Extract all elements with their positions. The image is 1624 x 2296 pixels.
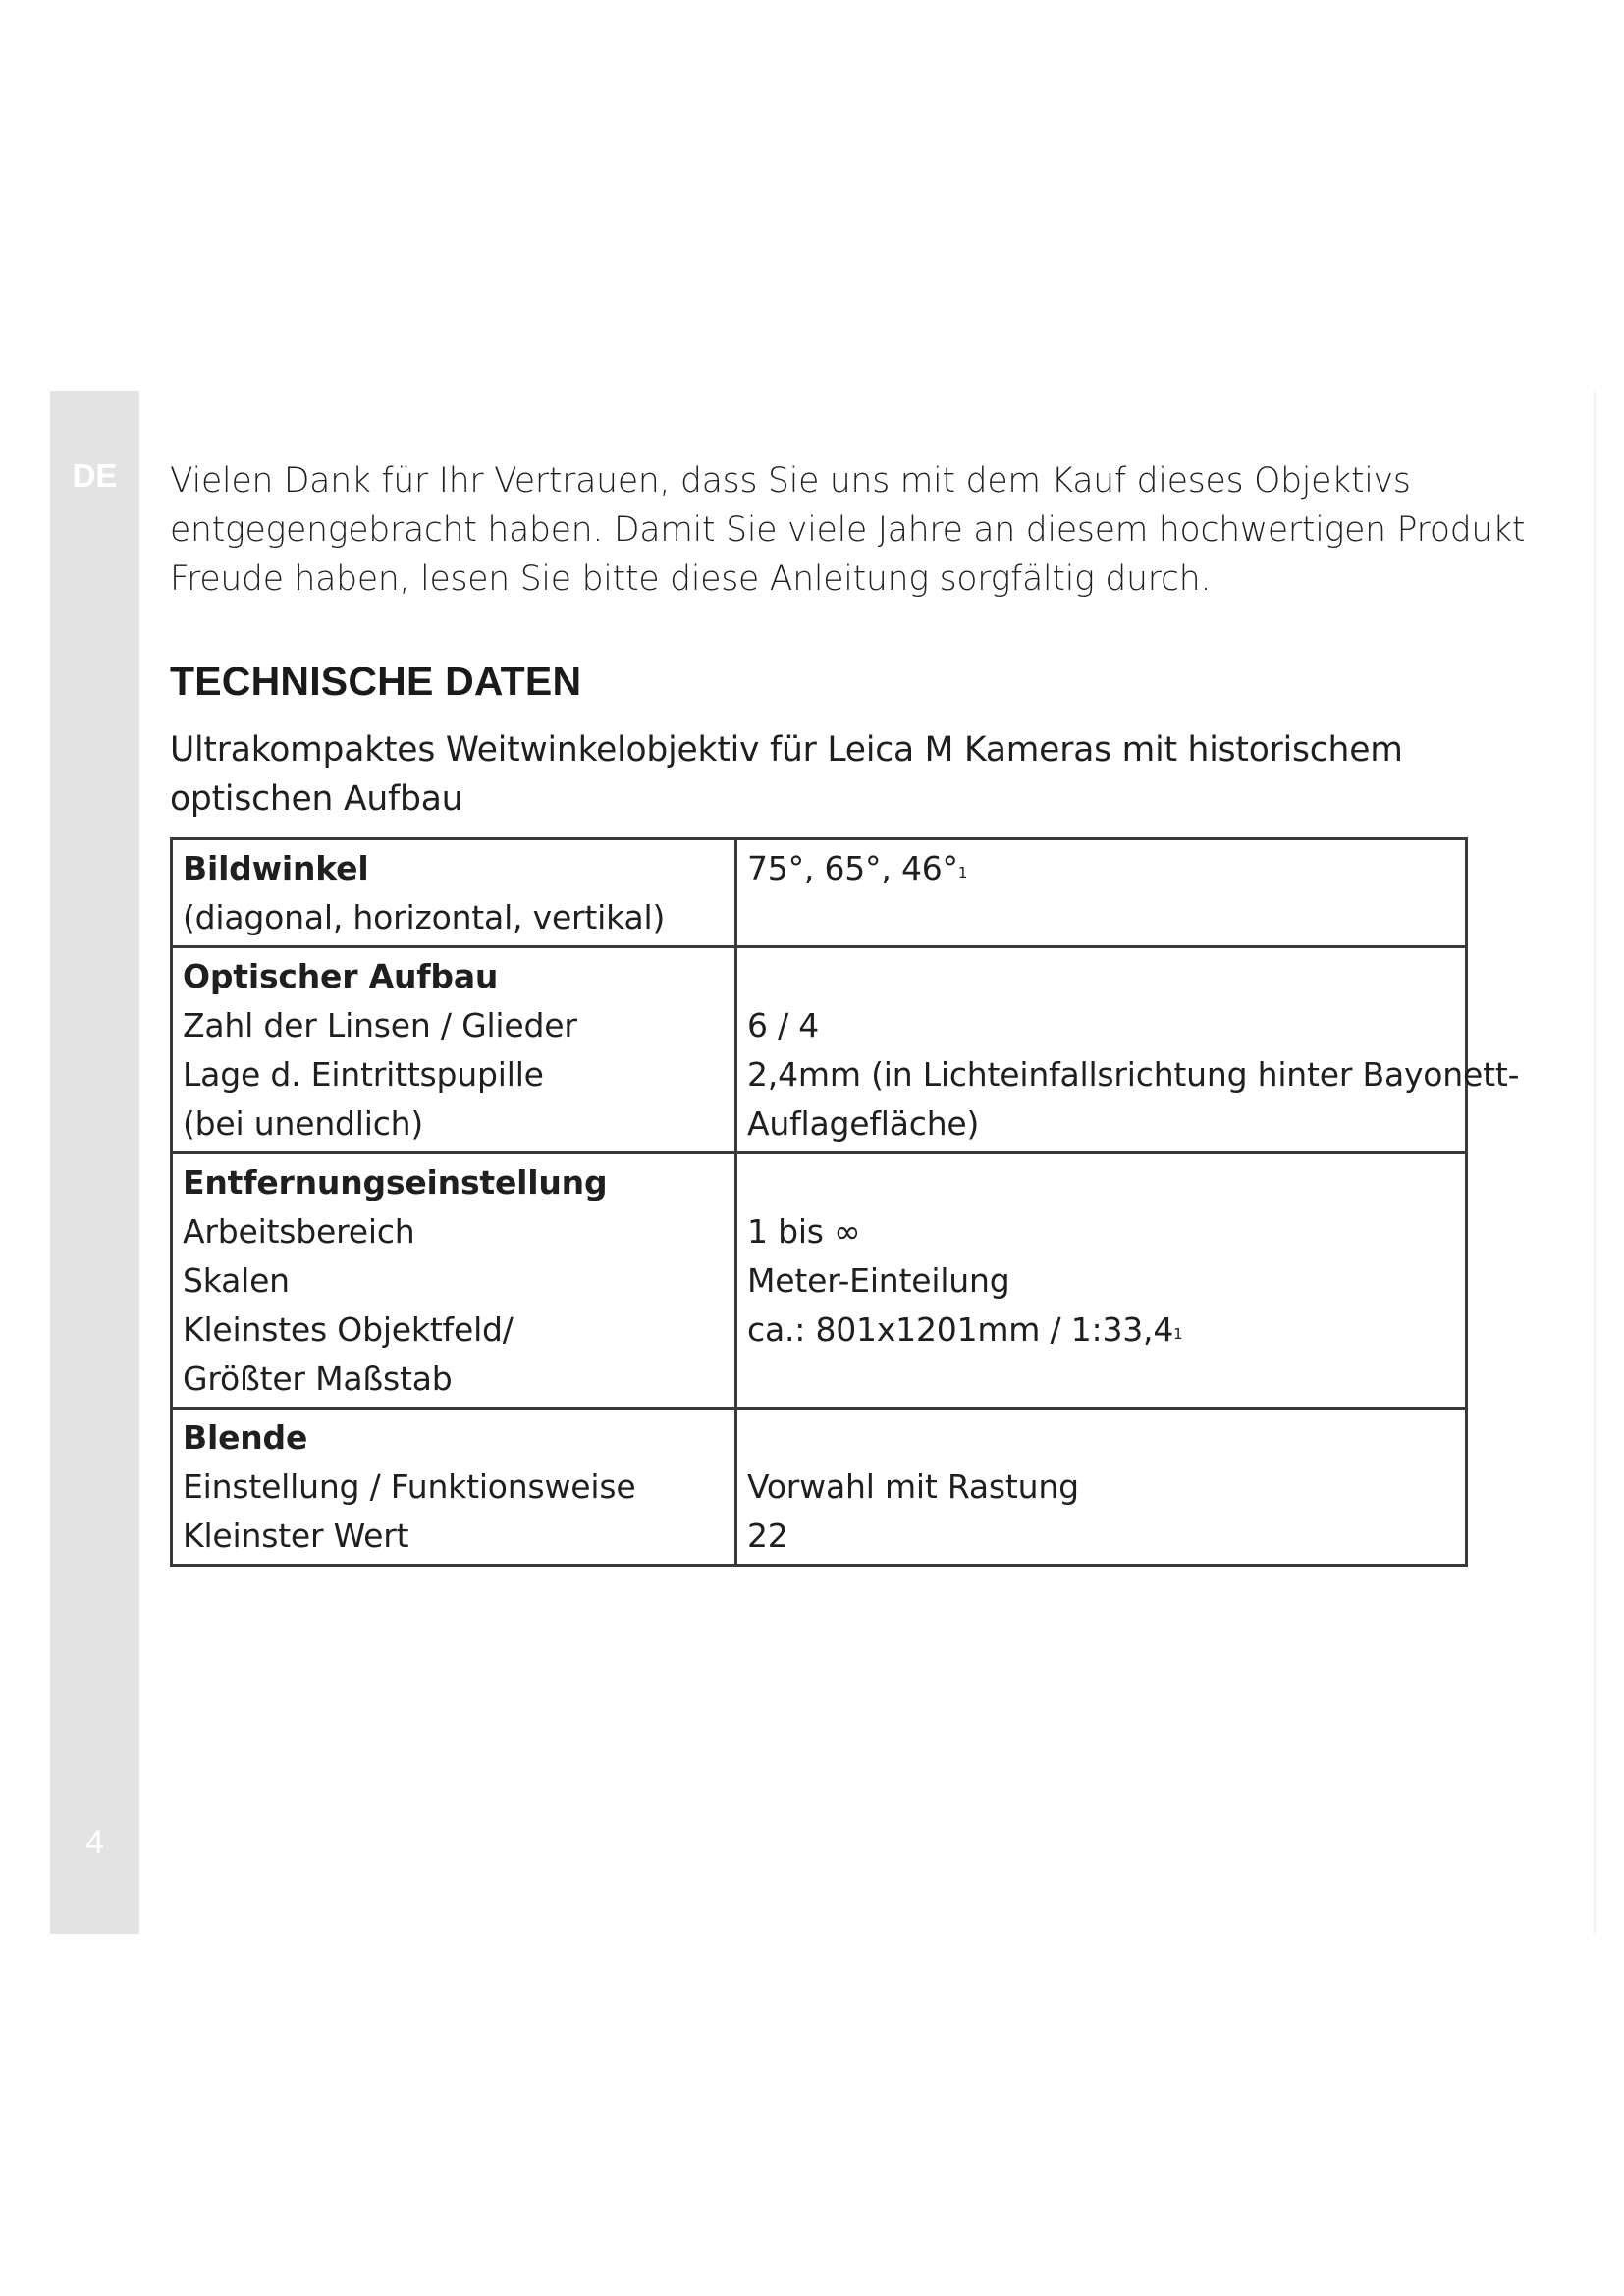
label-line: Einstellung / Funktionsweise xyxy=(183,1468,636,1506)
value-spacer xyxy=(747,1414,1455,1463)
value-cell xyxy=(736,839,1467,947)
value-line: Auflagefläche) xyxy=(747,1104,980,1143)
label-line: Arbeitsbereich xyxy=(183,1212,415,1251)
table-row-entfernung xyxy=(172,1153,1467,1409)
label-cell xyxy=(172,839,736,947)
footnote-marker: 1 xyxy=(957,864,968,881)
value-cell xyxy=(736,1153,1467,1409)
value-line xyxy=(747,1306,1455,1355)
intro-line: entgegengebracht haben. Damit Sie viele Jahre an diesem hochwertigen Produkt xyxy=(170,510,1526,550)
table-row-bildwinkel xyxy=(172,839,1467,947)
table-row-optik xyxy=(172,947,1467,1153)
label-line: Lage d. Eintrittspupille xyxy=(183,1055,544,1094)
value-line: 2,4mm (in Lichteinfallsrichtung hinter Bayonett- xyxy=(747,1055,1520,1094)
language-side-tab xyxy=(50,391,139,1934)
value-text: 75°, 65°, 46° xyxy=(747,849,958,887)
specs-table xyxy=(170,837,1520,1567)
value-spacer xyxy=(747,1158,1455,1207)
subtitle-line: Ultrakompaktes Weitwinkelobjektiv für Leica M Kameras mit historischem xyxy=(170,730,1403,770)
intro-paragraph xyxy=(170,456,1526,604)
value-text: ca.: 801x1201mm / 1:33,4 xyxy=(747,1310,1174,1349)
intro-line: Vielen Dank für Ihr Vertrauen, dass Sie uns mit dem Kauf dieses Objektivs xyxy=(170,461,1411,501)
language-code: DE xyxy=(72,457,118,494)
group-title: Entfernungseinstellung xyxy=(183,1163,608,1201)
label-line: Größter Maßstab xyxy=(183,1360,453,1398)
label-cell xyxy=(172,1153,736,1409)
section-heading: TECHNISCHE DATEN xyxy=(170,659,582,704)
value-line: 1 bis ∞ xyxy=(747,1212,861,1251)
label-line: Zahl der Linsen / Glieder xyxy=(183,1006,577,1044)
label-line: Kleinster Wert xyxy=(183,1517,409,1555)
group-title: Bildwinkel xyxy=(183,849,369,887)
footnote-marker: 1 xyxy=(1173,1325,1183,1343)
value-cell xyxy=(736,947,1520,1153)
page-number: 4 xyxy=(85,1824,104,1861)
label-line: (diagonal, horizontal, vertikal) xyxy=(183,898,666,936)
value-line: Vorwahl mit Rastung xyxy=(747,1468,1079,1506)
group-title: Blende xyxy=(183,1418,308,1457)
value-line: 6 / 4 xyxy=(747,1006,820,1044)
label-cell xyxy=(172,1409,736,1566)
subtitle-line: optischen Aufbau xyxy=(170,779,463,819)
label-cell xyxy=(172,947,736,1153)
value-line xyxy=(747,844,1455,893)
value-line: Meter-Einteilung xyxy=(747,1261,1010,1300)
label-line: Kleinstes Objektfeld/ xyxy=(183,1310,514,1349)
table-row-blende xyxy=(172,1409,1467,1566)
label-line: (bei unendlich) xyxy=(183,1104,424,1143)
page-content xyxy=(170,456,1526,1567)
intro-line: Freude haben, lesen Sie bitte diese Anleitung sorgfältig durch. xyxy=(170,560,1212,599)
group-title: Optischer Aufbau xyxy=(183,957,499,995)
page-edge-line xyxy=(1594,391,1596,1934)
label-line: Skalen xyxy=(183,1261,290,1300)
value-line: 22 xyxy=(747,1517,788,1555)
value-cell xyxy=(736,1409,1467,1566)
value-spacer xyxy=(747,952,1455,1001)
section-subtitle xyxy=(170,725,1476,824)
